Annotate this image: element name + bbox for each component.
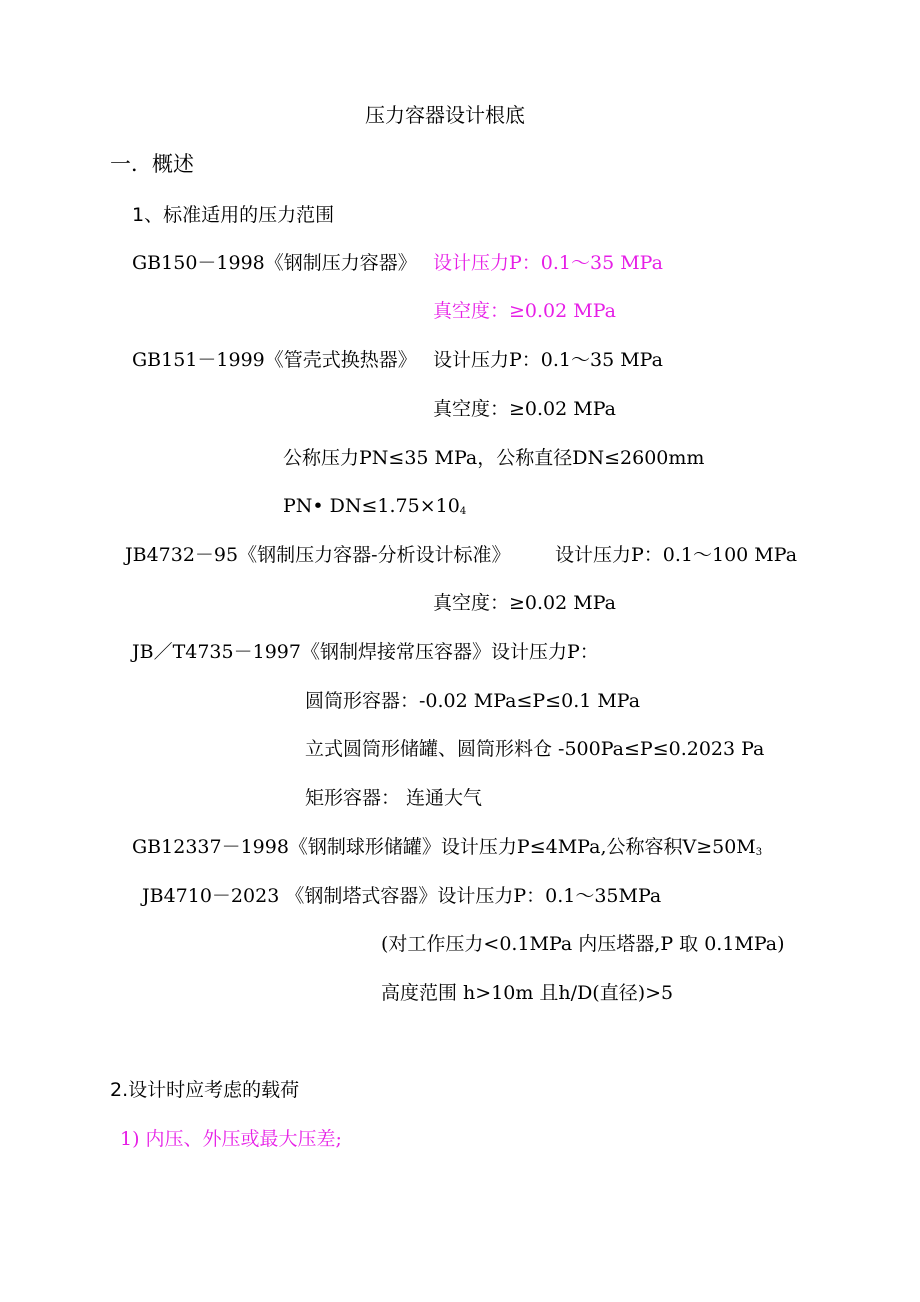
- gb150-vacuum: 真空度：≥0.02 MPa: [433, 300, 616, 322]
- jb4735-vertical-tank: 立式圆筒形储罐、圆筒形料仓 -500Pa≤P≤0.2023 Pa: [305, 738, 765, 760]
- standard-gb150-label: GB150－1998《钢制压力容器》: [132, 252, 417, 274]
- standard-jb4732-label: JB4732－95《钢制压力容器-分析设计标准》: [125, 544, 511, 566]
- standard-gb12337-label: [132, 835, 762, 865]
- subsection-heading-loads: 2.设计时应考虑的载荷: [110, 1079, 300, 1101]
- section-heading-overview: 一．概述: [110, 152, 194, 176]
- standard-gb151-label: GB151－1999《管壳式换热器》: [132, 349, 417, 371]
- page-title: 压力容器设计根底: [365, 103, 525, 127]
- gb12337-exponent: 3: [755, 847, 763, 858]
- gb150-design-pressure: 设计压力P：0.1～35 MPa: [433, 252, 663, 274]
- pn-dn-text: PN• DN≤1.75×10: [283, 495, 460, 517]
- gb12337-text: GB12337－1998《钢制球形储罐》设计压力P≤4MPa,公称容积V≥50M: [132, 836, 756, 858]
- loads-item-1: 1) 内压、外压或最大压差;: [120, 1128, 342, 1150]
- subsection-heading-pressure-range: 1、标准适用的压力范围: [132, 204, 335, 226]
- jb4732-design-pressure: 设计压力P：0.1～100 MPa: [555, 544, 798, 566]
- pn-dn-exponent: 4: [459, 506, 467, 517]
- jb4732-vacuum: 真空度：≥0.02 MPa: [433, 592, 616, 614]
- jb4735-rectangular: 矩形容器： 连通大气: [305, 787, 483, 809]
- jb4710-note-working-pressure: (对工作压力<0.1MPa 内压塔器,P 取 0.1MPa): [381, 933, 785, 955]
- gb151-pn-dn-product: [283, 494, 466, 524]
- standard-jb4735-label: JB／T4735－1997《钢制焊接常压容器》设计压力P：: [132, 641, 599, 663]
- jb4710-note-height-range: 高度范围 h>10m 且h/D(直径)>5: [381, 982, 674, 1004]
- gb151-vacuum: 真空度：≥0.02 MPa: [433, 398, 616, 420]
- gb151-design-pressure: 设计压力P：0.1～35 MPa: [433, 349, 663, 371]
- standard-jb4710-label: JB4710－2023 《钢制塔式容器》设计压力P：0.1～35MPa: [142, 885, 662, 907]
- jb4735-cylindrical: 圆筒形容器：-0.02 MPa≤P≤0.1 MPa: [305, 690, 641, 712]
- gb151-nominal-pressure-diameter: 公称压力PN≤35 MPa，公称直径DN≤2600mm: [283, 447, 705, 469]
